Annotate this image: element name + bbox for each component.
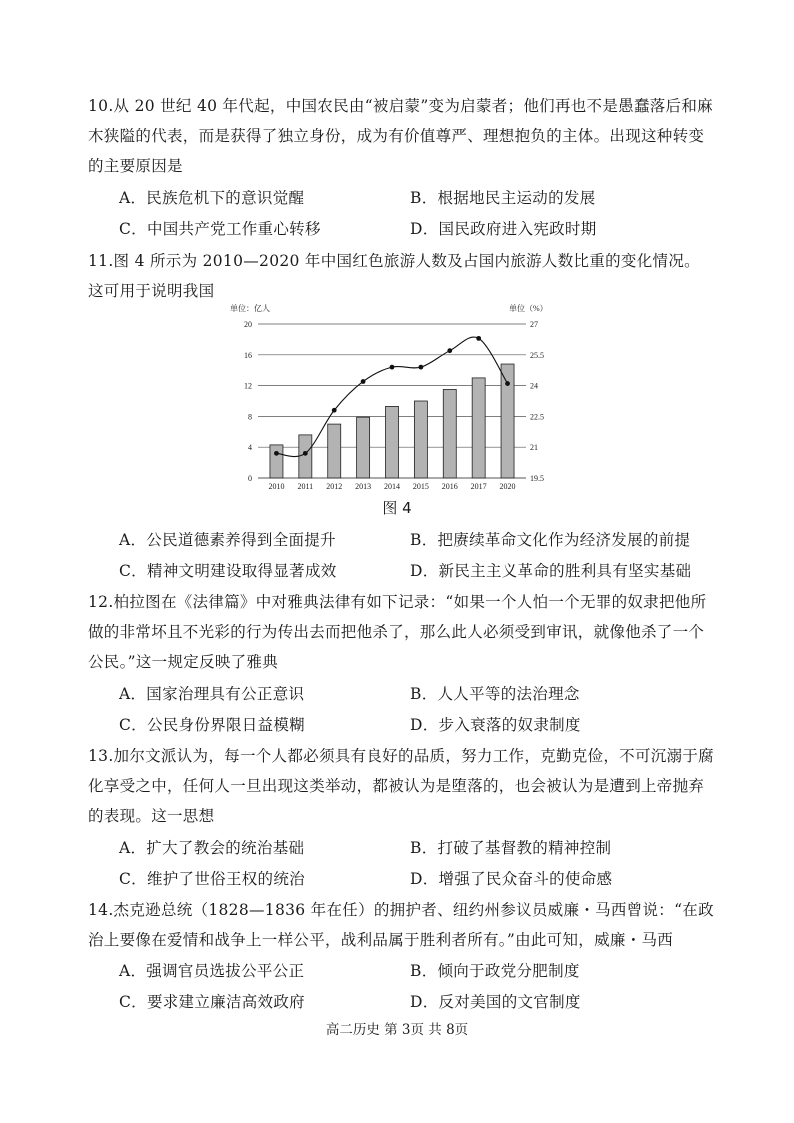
proportion-point xyxy=(274,451,279,456)
question-14-option-a: A．强调官员选拔公平公正 xyxy=(119,962,305,980)
bar xyxy=(501,364,514,478)
right-tick-label: 19.5 xyxy=(530,474,544,483)
x-tick-label: 2012 xyxy=(326,482,343,491)
left-axis-label: 单位：亿人 xyxy=(230,304,270,313)
question-11-stem: 11.图 4 所示为 2010—2020 年中国红色旅游人数及占国内旅游人数比重的变化情况。这可用于说明我国 xyxy=(88,252,700,300)
proportion-point xyxy=(361,379,366,384)
proportion-point xyxy=(332,408,337,413)
question-13-option-a: A．扩大了教会的统治基础 xyxy=(119,839,305,857)
proportion-point xyxy=(303,451,308,456)
bar xyxy=(472,378,485,478)
question-14-option-d: D．反对美国的文官制度 xyxy=(410,993,581,1011)
question-13-option-c: C．维护了世俗王权的统治 xyxy=(119,870,305,888)
question-12-option-a: A．国家治理具有公正意识 xyxy=(119,685,305,703)
bar xyxy=(414,401,427,478)
x-tick-label: 2013 xyxy=(355,482,372,491)
proportion-point xyxy=(505,381,510,386)
bar xyxy=(443,389,456,478)
question-12-option-d: D．步入衰落的奴隶制度 xyxy=(410,716,581,734)
right-axis-label: 单位（%） xyxy=(509,304,548,313)
bar xyxy=(357,417,370,478)
question-12-option-b: B．人人平等的法治理念 xyxy=(410,685,580,703)
left-tick-label: 8 xyxy=(248,412,252,422)
proportion-point xyxy=(476,336,481,341)
question-10-stem: 10.从 20 世纪 40 年代起，中国农民由“被启蒙”变为启蒙者；他们再也不是愚蠢落后和麻木狭隘的代表，而是获得了独立身份，成为有价值尊严、理想抱负的主体。出现这种转变的主要原因是 xyxy=(88,97,713,175)
x-tick-label: 2020 xyxy=(499,482,516,491)
question-14-stem: 14.杰克逊总统（1828—1836 年在任）的拥护者、纽约州参议员威廉・马西曾说：“在政治上要像在爱情和战争上一样公平，战利品属于胜利者所有。”由此可知，威廉・马西 xyxy=(88,901,714,949)
question-10-option-c: C．中国共产党工作重心转移 xyxy=(119,220,321,238)
x-tick-label: 2014 xyxy=(384,482,400,491)
left-tick-label: 20 xyxy=(244,320,252,329)
question-10-option-b: B．根据地民主运动的发展 xyxy=(410,189,596,207)
red-tourism-chart xyxy=(220,300,560,495)
question-11-option-b: B．把赓续革命文化作为经济发展的前提 xyxy=(410,531,691,549)
bar xyxy=(328,424,341,478)
x-tick-label: 2010 xyxy=(268,482,285,491)
proportion-point xyxy=(418,365,423,370)
question-10-option-a: A．民族危机下的意识觉醒 xyxy=(119,189,305,207)
right-tick-label: 27 xyxy=(530,320,538,329)
bar xyxy=(270,445,283,478)
chart-svg xyxy=(220,300,560,495)
question-13-option-b: B．打破了基督教的精神控制 xyxy=(410,839,612,857)
right-tick-label: 21 xyxy=(530,443,538,453)
right-tick-label: 22.5 xyxy=(530,412,544,422)
bar xyxy=(386,406,399,478)
question-11-option-d: D．新民主主义革命的胜利具有坚实基础 xyxy=(410,562,692,580)
question-13-stem: 13.加尔文派认为，每一个人都必须具有良好的品质，努力工作，克勤克俭，不可沉溺于腐化享受之中，任何人一旦出现这类举动，都被认为是堕落的，也会被认为是遭到上帝抛弃的表现。这一思想 xyxy=(88,747,714,825)
question-12-stem: 12.柏拉图在《法律篇》中对雅典法律有如下记录：“如果一个人怕一个无罪的奴隶把他所做的非常坏且不光彩的行为传出去而把他杀了，那么此人必须受到审讯，就像他杀了一个公民。”这一规定反映了雅典 xyxy=(88,593,707,671)
left-tick-label: 4 xyxy=(248,443,252,453)
x-tick-label: 2017 xyxy=(470,482,487,491)
question-12-option-c: C．公民身份界限日益模糊 xyxy=(119,716,305,734)
question-14-option-c: C．要求建立廉洁高效政府 xyxy=(119,993,305,1011)
question-11-option-c: C．精神文明建设取得显著成效 xyxy=(119,562,337,580)
proportion-point xyxy=(390,365,395,370)
question-11-option-a: A．公民道德素养得到全面提升 xyxy=(119,531,336,549)
x-tick-label: 2011 xyxy=(297,482,314,491)
proportion-point xyxy=(447,348,452,353)
page-footer: 高二历史 第 3页 共 8页 xyxy=(325,1022,469,1038)
x-tick-label: 2016 xyxy=(441,482,458,491)
figure-caption: 图 4 xyxy=(382,499,412,517)
question-14-option-b: B．倾向于政党分肥制度 xyxy=(410,962,580,980)
right-tick-label: 25.5 xyxy=(530,350,544,360)
left-tick-label: 12 xyxy=(244,381,252,391)
left-tick-label: 16 xyxy=(244,350,252,360)
bar xyxy=(299,435,312,478)
question-10-option-d: D．国民政府进入宪政时期 xyxy=(410,220,597,238)
left-tick-label: 0 xyxy=(248,474,252,483)
x-tick-label: 2015 xyxy=(412,482,429,491)
right-tick-label: 24 xyxy=(530,381,538,391)
question-13-option-d: D．增强了民众奋斗的使命感 xyxy=(410,870,613,888)
